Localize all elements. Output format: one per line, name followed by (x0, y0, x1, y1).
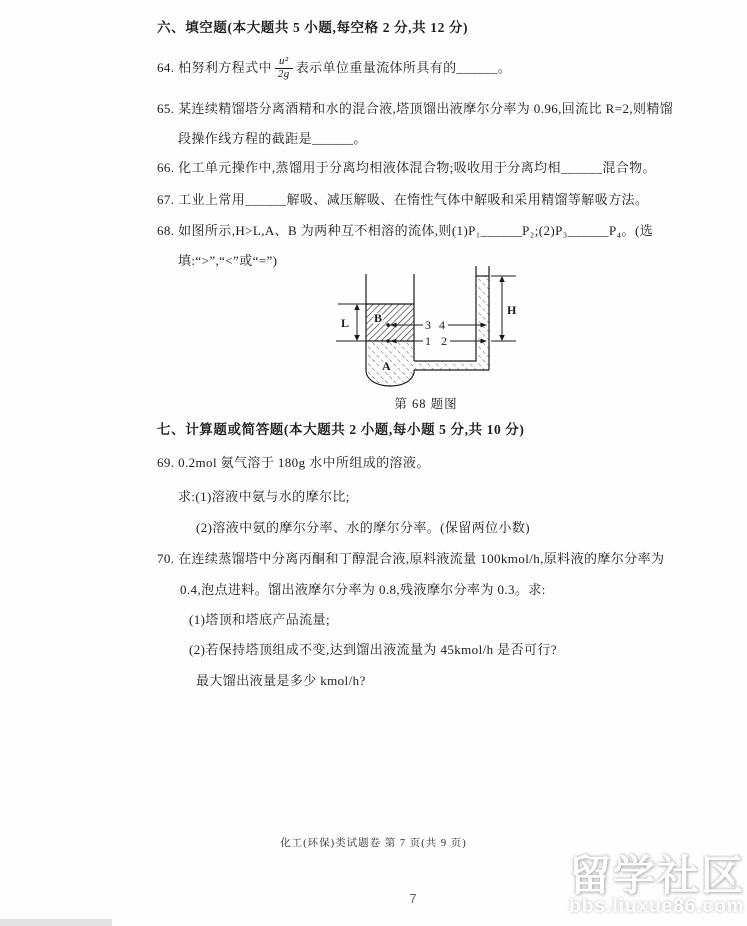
q64-fraction-denominator: 2g (275, 68, 293, 81)
H-arrow-up (499, 276, 505, 282)
question-64 (157, 50, 511, 86)
figure-68-manometer-diagram (330, 258, 555, 394)
q64-prefix: 64. 柏努利方程式中 (157, 59, 272, 75)
point-4-label: 4 (439, 318, 445, 332)
q64-fraction-numerator: u² (279, 54, 289, 67)
section-7-heading: 七、计算题或简答题(本大题共 2 小题,每小题 5 分,共 10 分) (157, 422, 525, 437)
question-65-line1: 65. 某连续精馏塔分离酒精和水的混合液,塔顶馏出液摩尔分率为 0.96,回流比 R=2,则精馏 (157, 101, 674, 116)
question-70-line1: 70. 在连续蒸馏塔中分离丙酮和丁醇混合液,原料液流量 100kmol/h,原料液的摩尔分率为 (157, 551, 665, 566)
H-arrow-down (499, 335, 505, 341)
question-70-line3: (1)塔顶和塔底产品流量; (189, 612, 330, 627)
question-70-line4: (2)若保持塔顶组成不变,达到馏出液流量为 45kmol/h 是否可行? (189, 642, 557, 657)
q64-fraction (275, 56, 293, 80)
page-number: 7 (409, 891, 417, 906)
label-H: H (507, 303, 517, 317)
question-67: 67. 工业上常用______解吸、减压解吸、在惰性气体中解吸和采用精馏等解吸方法。 (157, 192, 649, 207)
point-2-label: 2 (441, 334, 447, 348)
page-footer: 化工(环保)类试题卷 第 7 页(共 9 页) (280, 838, 467, 849)
question-69-line1: 69. 0.2mol 氨气溶于 180g 水中所组成的溶液。 (157, 455, 430, 470)
label-B: B (374, 311, 383, 325)
L-arrow-down (354, 335, 360, 341)
label-L: L (341, 316, 350, 330)
question-68-line2: 填:“>”,“<”或“=”) (178, 253, 278, 268)
point-1-label: 1 (425, 334, 431, 348)
question-70-line2: 0.4,泡点进料。馏出液摩尔分率为 0.8,残液摩尔分率为 0.3。求: (180, 582, 546, 597)
watermark-site-url: bbs.liuxue86.com (569, 896, 745, 918)
figure-68-caption: 第 68 题图 (394, 397, 458, 411)
question-70-line5: 最大馏出液量是多少 kmol/h? (196, 673, 366, 688)
section-6-heading: 六、填空题(本大题共 5 小题,每空格 2 分,共 12 分) (157, 20, 469, 35)
fluid-a-tube (476, 276, 489, 362)
fluid-a-pipe (414, 361, 489, 370)
question-66: 66. 化工单元操作中,蒸馏用于分离均相液体混合物;吸收用于分离均相______混合物。 (157, 160, 656, 175)
scan-edge-artifact (0, 919, 112, 926)
question-68-line1: 68. 如图所示,H>L,A、B 为两种互不相溶的流体,则(1)P₁______P₂;(2)P₃______P₄。(选 (157, 223, 654, 238)
question-65-line2: 段操作线方程的截距是______。 (178, 131, 367, 146)
watermark (568, 852, 745, 918)
q64-suffix: 表示单位重量流体所具有的______。 (295, 59, 512, 75)
label-A: A (382, 359, 391, 373)
point-3-label: 3 (425, 318, 431, 332)
question-69-line2: 求:(1)溶液中氨与水的摩尔比; (178, 489, 350, 504)
watermark-site-name: 留学社区 (568, 852, 745, 900)
question-69-line3: (2)溶液中氨的摩尔分率、水的摩尔分率。(保留两位小数) (196, 520, 531, 535)
L-arrow-up (354, 304, 360, 310)
